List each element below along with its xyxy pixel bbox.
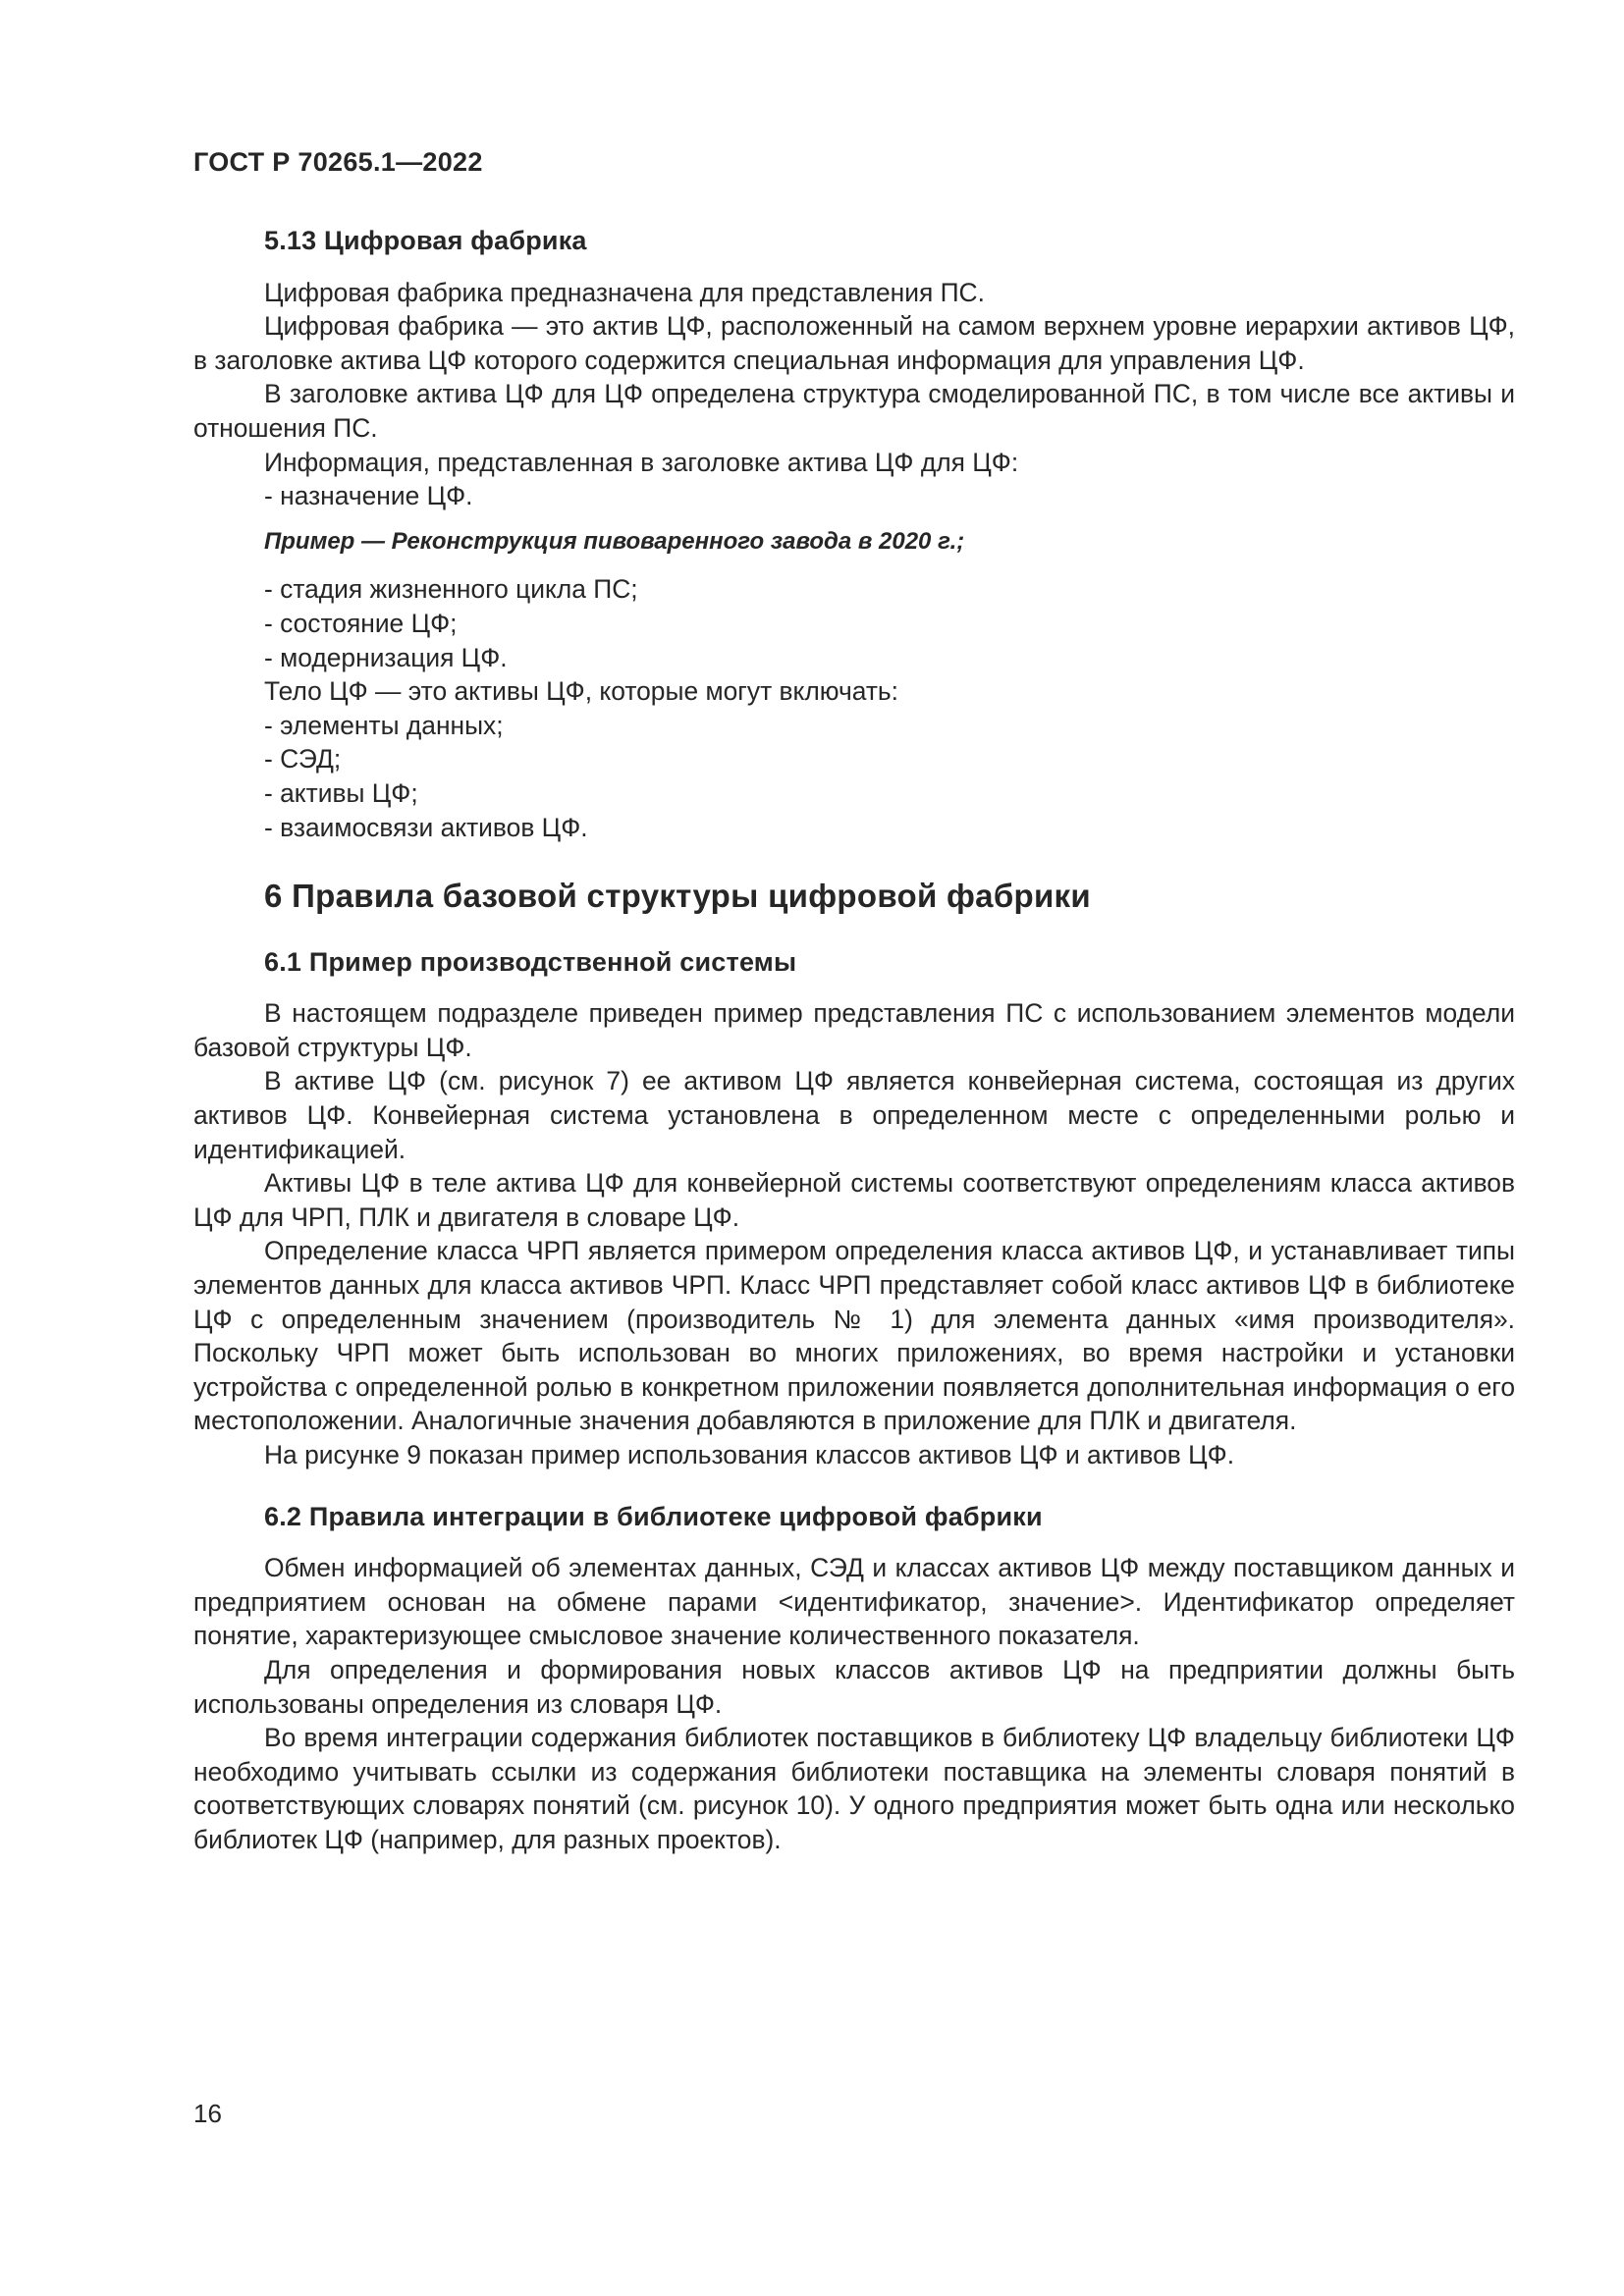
paragraph: Цифровая фабрика предназначена для представления ПС. [264, 277, 985, 307]
paragraph: Тело ЦФ — это активы ЦФ, которые могут включать: [264, 676, 899, 707]
example-note: Пример — Реконструкция пивоваренного завода в 2020 г.; [264, 527, 965, 555]
list-item: - модернизация ЦФ. [264, 642, 508, 672]
paragraph: В заголовке актива ЦФ для ЦФ определена структура смоделированной ПС, в том числе все активы и отношения ПС. [193, 379, 1515, 443]
list-item: - активы ЦФ; [264, 777, 418, 808]
list-item: - состояние ЦФ; [264, 608, 458, 638]
page-content [193, 224, 1515, 1857]
paragraph: Во время интеграции содержания библиотек поставщиков в библиотеку ЦФ владельцу библиотеки ЦФ необходимо учитывать ссылки из содержания библиотеки поставщика на элементы словаря понятий в соответствующих словарях понятий (см. рисунок 10). У одного предприятия может быть одна или несколько библиотек ЦФ (например, для разных проектов). [193, 1723, 1515, 1854]
section-6-title: 6 Правила базовой структуры цифровой фабрики [264, 878, 1091, 915]
paragraph: Для определения и формирования новых классов активов ЦФ на предприятии должны быть использованы определения из словаря ЦФ. [193, 1654, 1515, 1719]
document-id-header: ГОСТ Р 70265.1—2022 [193, 147, 483, 177]
list-item: - СЭД; [264, 744, 342, 774]
paragraph: Определение класса ЧРП является примером определения класса активов ЦФ, и устанавливает типы элементов данных для класса активов ЧРП. Класс ЧРП представляет собой класс активов ЦФ в библиотеке ЦФ с определенным значением (производитель № 1) для элемента данных «имя производителя». Поскольку ЧРП может быть использован во многих приложениях, во время настройки и установки устройства с определенной ролью в конкретном приложении появляется дополнительная информация о его местоположении. Аналогичные значения добавляются в приложение для ПЛК и двигателя. [193, 1236, 1515, 1436]
paragraph: Активы ЦФ в теле актива ЦФ для конвейерной системы соответствуют определениям класса активов ЦФ для ЧРП, ПЛК и двигателя в словаре ЦФ. [193, 1168, 1515, 1232]
section-5-13-title: 5.13 Цифровая фабрика [264, 226, 587, 255]
paragraph: В активе ЦФ (см. рисунок 7) ее активом ЦФ является конвейерная система, состоящая из других активов ЦФ. Конвейерная система установлена в определенном месте с определенными ролью и идентификацией. [193, 1066, 1515, 1164]
list-item: - элементы данных; [264, 710, 504, 740]
paragraph: Информация, представленная в заголовке актива ЦФ для ЦФ: [264, 447, 1019, 477]
paragraph: На рисунке 9 показан пример использования классов активов ЦФ и активов ЦФ. [264, 1440, 1235, 1469]
list-item: - стадия жизненного цикла ПС; [264, 574, 638, 605]
list-item: - назначение ЦФ. [264, 481, 473, 511]
paragraph: В настоящем подразделе приведен пример представления ПС с использованием элементов модели базовой структуры ЦФ. [193, 998, 1515, 1062]
page-number: 16 [193, 2099, 222, 2128]
section-6-2-title: 6.2 Правила интеграции в библиотеке цифровой фабрики [264, 1501, 1043, 1531]
list-item: - взаимосвязи активов ЦФ. [264, 812, 588, 842]
paragraph: Цифровая фабрика — это актив ЦФ, расположенный на самом верхнем уровне иерархии активов ЦФ, в заголовке актива ЦФ которого содержится специальная информация для управления ЦФ. [193, 311, 1515, 375]
paragraph: Обмен информацией об элементах данных, СЭД и классах активов ЦФ между поставщиком данных и предприятием основан на обмене парами <идентификатор, значение>. Идентификатор определяет понятие, характеризующее смысловое значение количественного показателя. [193, 1553, 1515, 1651]
section-6-1-title: 6.1 Пример производственной системы [264, 946, 797, 977]
